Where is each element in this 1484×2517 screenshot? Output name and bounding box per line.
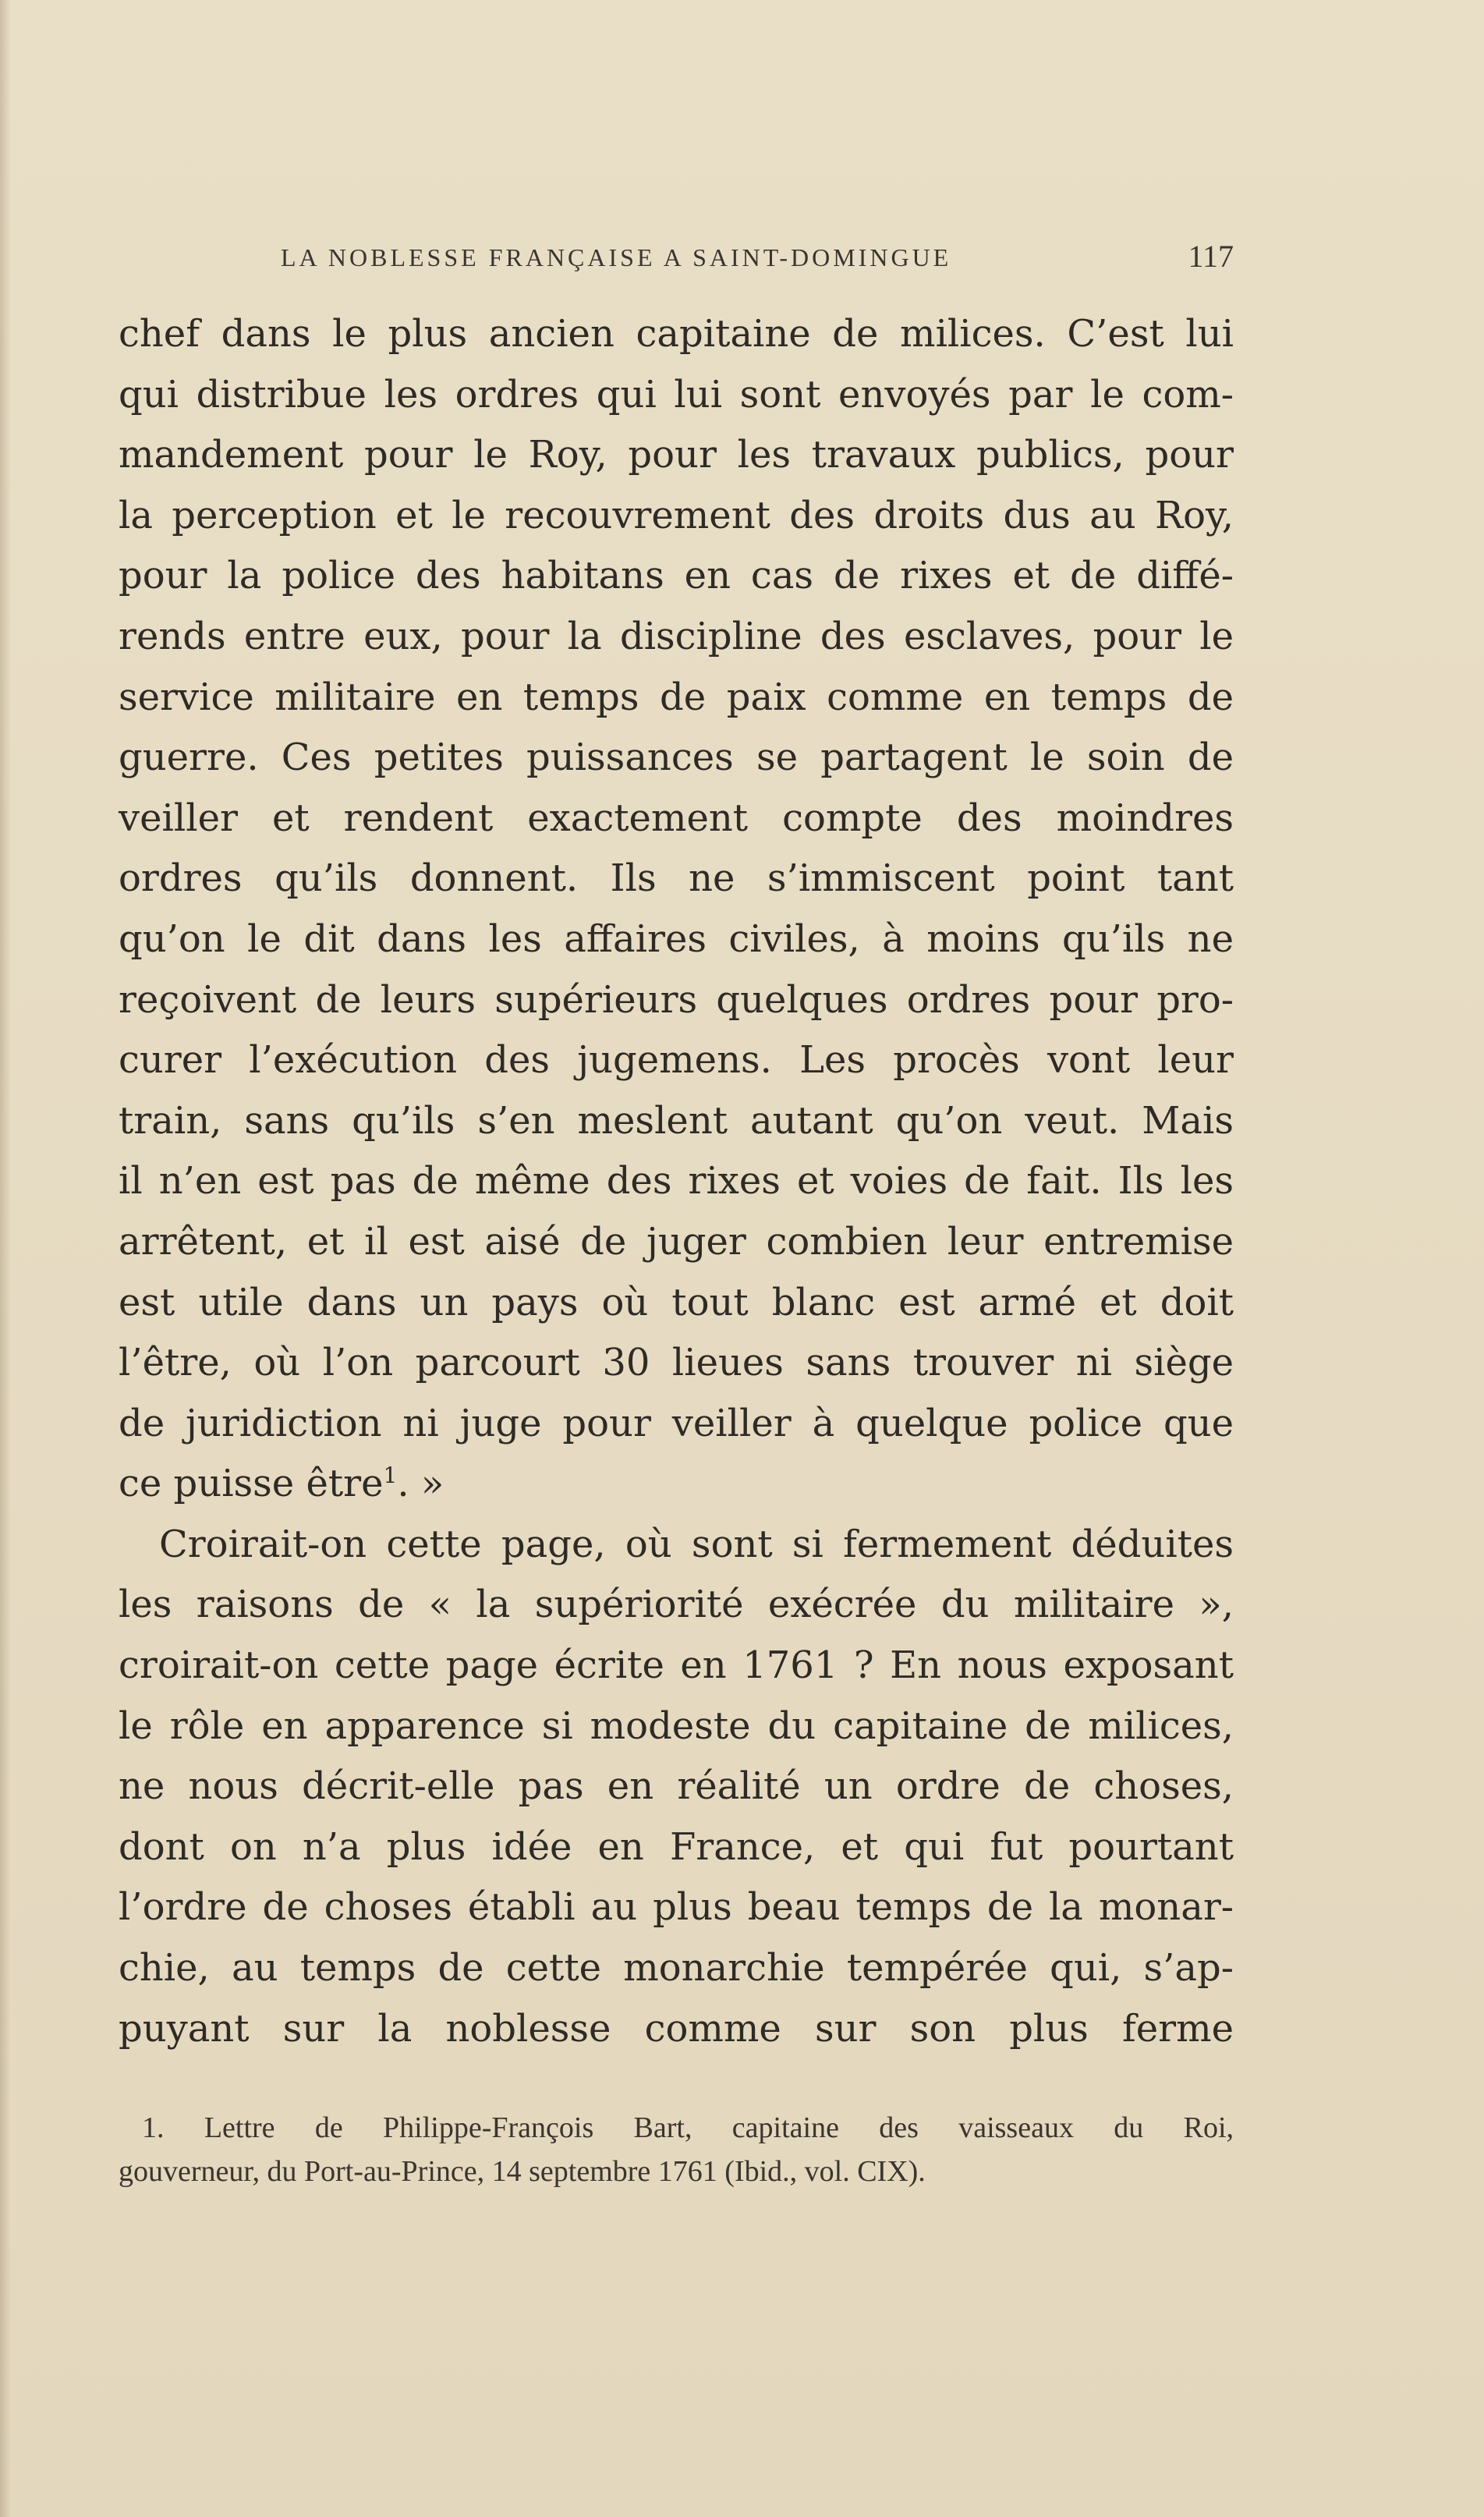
text-line: il n’en est pas de même des rixes et voies de fait. Ils les [119, 1159, 1234, 1204]
paragraph-start-line: Croirait-on cette page, où sont si fermement déduites [159, 1522, 1234, 1566]
text-line: l’être, où l’on parcourt 30 lieues sans trouver ni siège [119, 1341, 1234, 1385]
text-line: la perception et le recouvrement des droits dus au Roy, [119, 493, 1234, 537]
text-line: croirait-on cette page écrite en 1761 ? En nous exposant [119, 1643, 1234, 1688]
text-line: rends entre eux, pour la discipline des esclaves, pour le [119, 614, 1234, 658]
text-line: chie, au temps de cette monarchie tempérée qui, s’ap- [119, 1946, 1234, 1991]
text-line: mandement pour le Roy, pour les travaux publics, pour [119, 433, 1234, 477]
text-line: qui distribue les ordres qui lui sont envoyés par le com- [119, 372, 1234, 417]
page-edge-shadow [0, 0, 11, 2517]
footnote-line: 1. Lettre de Philippe-François Bart, capitaine des vaisseaux du Roi, [142, 2111, 1234, 2144]
text-line: pour la police des habitans en cas de rixes et de diffé- [119, 554, 1234, 598]
footnote-line: gouverneur, du Port-au-Prince, 14 septembre 1761 (Ibid., vol. CIX). [119, 2155, 926, 2188]
text-line: les raisons de « la supériorité exécrée du militaire », [119, 1583, 1234, 1627]
text-line: l’ordre de choses établi au plus beau temps de la monar- [119, 1885, 1234, 1930]
text-line: curer l’exécution des jugemens. Les procès vont leur [119, 1038, 1234, 1083]
page-number: 117 [1188, 239, 1234, 274]
body-text [119, 304, 1234, 2059]
text-line: dont on n’a plus idée en France, et qui fut pourtant [119, 1824, 1234, 1869]
text-line: le rôle en apparence si modeste du capitaine de milices, [119, 1703, 1234, 1748]
text-line: de juridiction ni juge pour veiller à quelque police que [119, 1401, 1234, 1445]
text-line: reçoivent de leurs supérieurs quelques ordres pour pro- [119, 977, 1234, 1022]
quote-close: . » [397, 1462, 444, 1506]
running-head [119, 226, 1234, 273]
text-line: puyant sur la noblesse comme sur son plus ferme [119, 2006, 1234, 2051]
text-line: service militaire en temps de paix comme en temps de [119, 675, 1234, 719]
text-line: train, sans qu’ils s’en meslent autant qu’on veut. Mais [119, 1098, 1234, 1143]
text-line: qu’on le dit dans les affaires civiles, à moins qu’ils ne [119, 916, 1234, 961]
text-line: arrêtent, et il est aisé de juger combien leur entremise [119, 1219, 1234, 1264]
running-title: LA NOBLESSE FRANÇAISE A SAINT-DOMINGUE [281, 243, 952, 271]
quote-end-line [119, 1454, 1234, 1515]
text-line: chef dans le plus ancien capitaine de milices. C’est lui [119, 312, 1234, 356]
text-line: guerre. Ces petites puissances se partagent le soin de [119, 736, 1234, 780]
footnotes [119, 2106, 1234, 2193]
text-line: veiller et rendent exactement compte des moindres [119, 796, 1234, 840]
text-block [119, 226, 1234, 2059]
text-line: ne nous décrit-elle pas en réalité un ordre de choses, [119, 1764, 1234, 1809]
text-line: ordres qu’ils donnent. Ils ne s’immiscent point tant [119, 856, 1234, 901]
quote-end-text: ce puisse être [119, 1462, 384, 1506]
footnote-ref[interactable]: 1 [383, 1462, 398, 1489]
text-line: est utile dans un pays où tout blanc est armé et doit [119, 1280, 1234, 1324]
